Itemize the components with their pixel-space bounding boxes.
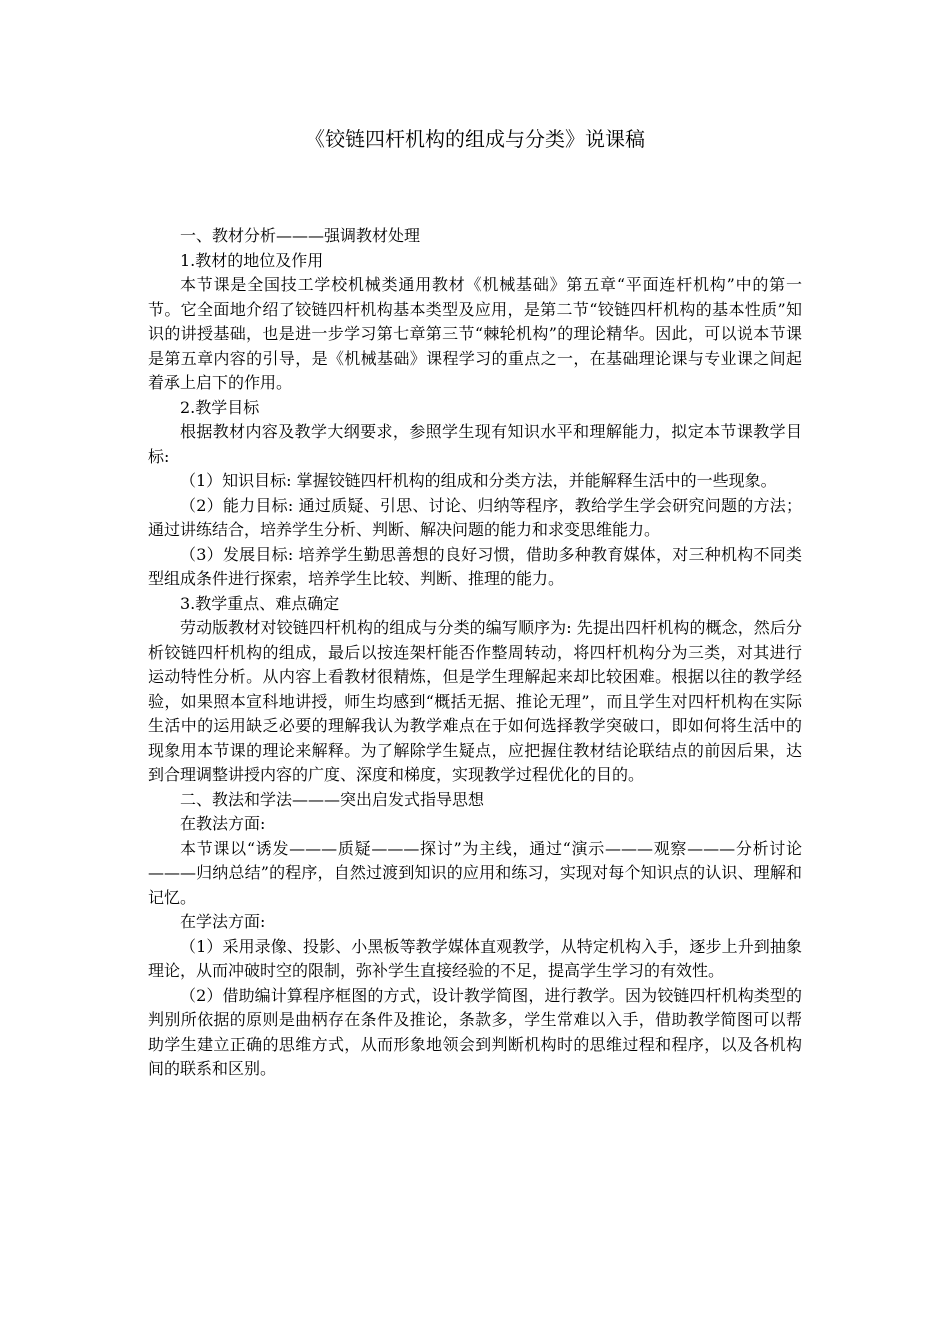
subsection-heading-1: 1.教材的地位及作用 xyxy=(180,250,324,270)
paragraph: 劳动版教材对铰链四杆机构的组成与分类的编写顺序为: 先提出四杆机构的概念，然后分析铰链四杆机构的组成，最后以按连架杆能否作整周转动，将四杆机构分为三类，对其进行运动特性分析。从内容上看教材很精炼，但是学生理解起来却比较困难。根据以往的教学经验，如果照本宣科地讲授，师生均感到“概括无据、推论无理”，而且学生对四杆机构在实际生活中的运用缺乏必要的理解我认为教学难点在于如何选择教学突破口，即如何将生活中的现象用本节课的理论来解释。为了解除学生疑点，应把握住教材结论联结点的前因后果，达到合理调整讲授内容的广度、深度和梯度，实现教学过程优化的目的。 xyxy=(148,618,802,784)
list-item-method-2: （2）借助编计算程序框图的方式，设计教学简图，进行教学。因为铰链四杆机构类型的判别所依据的原则是曲柄存在条件及推论，条款多，学生常难以入手，借助教学简图可以帮助学生建立正确的思维方式，从而形象地领会到判断机构时的思维过程和程序，以及各机构间的联系和区别。 xyxy=(148,985,802,1078)
subsection-heading-3: 3.教学重点、难点确定 xyxy=(180,593,340,613)
paragraph: 本节课以“诱发———质疑———探讨”为主线，通过“演示———观察———分析讨论———归纳总结”的程序，自然过渡到知识的应用和练习，实现对每个知识点的认识、理解和记忆。 xyxy=(148,838,802,907)
list-item-goal-3: （3）发展目标: 培养学生勤思善想的良好习惯，借助多种教育媒体，对三种机构不同类型组成条件进行探索，培养学生比较、判断、推理的能力。 xyxy=(148,544,802,588)
subheading-teaching-method: 在教法方面: xyxy=(180,814,266,833)
list-item-goal-1: （1）知识目标: 掌握铰链四杆机构的组成和分类方法，并能解释生活中的一些现象。 xyxy=(180,471,777,490)
list-item-method-1: （1）采用录像、投影、小黑板等教学媒体直观教学，从特定机构入手，逐步上升到抽象理论，从而冲破时空的限制，弥补学生直接经验的不足，提高学生学习的有效性。 xyxy=(148,936,802,980)
paragraph: 根据教材内容及教学大纲要求，参照学生现有知识水平和理解能力，拟定本节课教学目标: xyxy=(148,422,802,466)
list-item-goal-2: （2）能力目标: 通过质疑、引思、讨论、归纳等程序，教给学生学会研究问题的方法；通过讲练结合，培养学生分析、判断、解决问题的能力和求变思维能力。 xyxy=(148,495,802,539)
section-heading-2: 二、教法和学法———突出启发式指导思想 xyxy=(180,789,485,809)
document-body xyxy=(148,224,802,1082)
paragraph: 本节课是全国技工学校机械类通用教材《机械基础》第五章“平面连杆机构”中的第一节。它全面地介绍了铰链四杆机构基本类型及应用，是第二节“铰链四杆机构的基本性质”知识的讲授基础，也是进一步学习第七章第三节“棘轮机构”的理论精华。因此，可以说本节课是第五章内容的引导，是《机械基础》课程学习的重点之一，在基础理论课与专业课之间起着承上启下的作用。 xyxy=(148,275,802,392)
subheading-learning-method: 在学法方面: xyxy=(180,912,266,931)
subsection-heading-2: 2.教学目标 xyxy=(180,397,260,417)
section-heading-1: 一、教材分析———强调教材处理 xyxy=(180,226,421,245)
document-title: 《铰链四杆机构的组成与分类》说课稿 xyxy=(305,127,645,151)
